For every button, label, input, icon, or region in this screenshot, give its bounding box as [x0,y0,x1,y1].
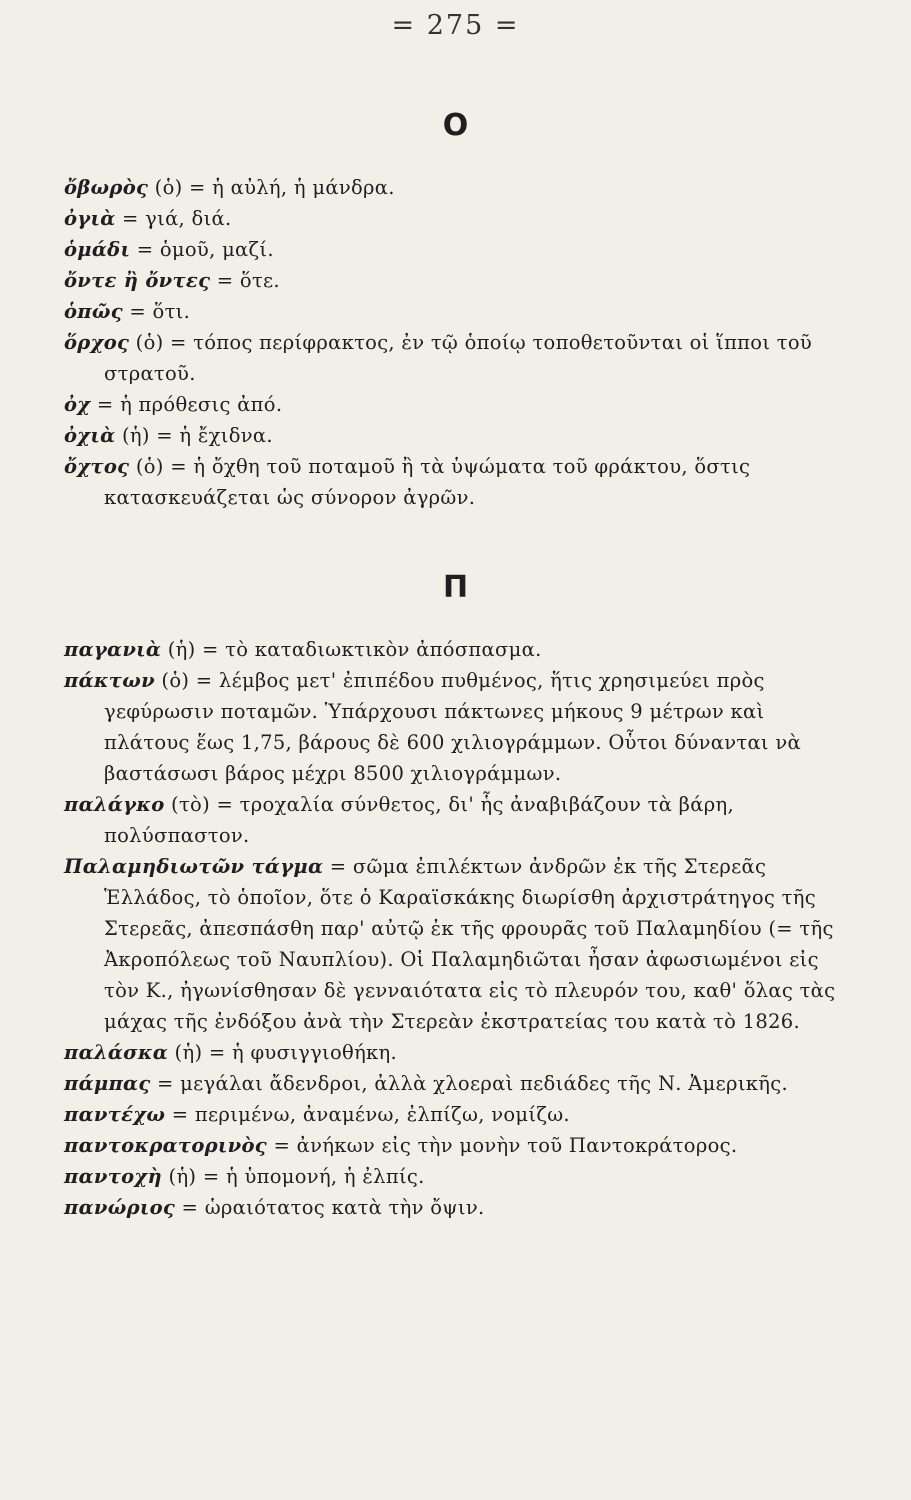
entry-headword: ὅρχος [64,331,130,354]
dictionary-entry [64,1130,836,1161]
entry-headword: ὄχτος [64,455,130,478]
section-letter-omicron: Ο [442,108,469,143]
entry-headword: παντέχω [64,1103,166,1126]
entry-definition: = ὅτι. [122,300,191,323]
entry-headword: ὀχ [64,393,91,416]
entry-headword: πανώριος [64,1196,176,1219]
dictionary-entry [64,634,836,665]
entry-definition: (ὁ) = τόπος περίφρακτος, ἐν τῷ ὁποίῳ τοποθετοῦνται οἱ ἵπποι τοῦ στρατοῦ. [104,331,813,385]
entry-headword: ὄντε ἢ ὄντες [64,269,211,292]
dictionary-entry [64,389,836,420]
section-pi-entries [64,634,836,1223]
entry-headword: παλάγκο [64,793,165,816]
dictionary-entry [64,1099,836,1130]
entry-definition: = ὅτε. [210,269,280,292]
dictionary-entry [64,172,836,203]
entry-definition: (ὁ) = ἡ αὐλή, ἡ μάνδρα. [148,176,395,199]
dictionary-entry [64,1037,836,1068]
entry-definition: = περιμένω, ἀναμένω, ἐλπίζω, νομίζω. [165,1103,570,1126]
dictionary-entry [64,296,836,327]
entry-definition: = ἀνήκων εἰς τὴν μονὴν τοῦ Παντοκράτορος. [266,1134,738,1157]
entry-definition: = μεγάλαι ἄδενδροι, ἀλλὰ χλοεραὶ πεδιάδες τῆς Ν. Ἀμερικῆς. [150,1072,788,1095]
entry-definition: = ὡραιότατος κατὰ τὴν ὄψιν. [175,1196,485,1219]
entry-headword: παλάσκα [64,1041,169,1064]
dictionary-entry [64,1161,836,1192]
page-number: = 275 = [391,10,520,41]
entry-headword: παντοκρατορινὸς [64,1134,267,1157]
entry-definition: (ἡ) = ἡ ἔχιδνα. [115,424,273,447]
entry-definition: (ἡ) = ἡ ὑπομονή, ἡ ἐλπίς. [162,1165,425,1188]
entry-definition: = ὁμοῦ, μαζί. [130,238,274,261]
dictionary-entry [64,1068,836,1099]
entry-headword: παγανιὰ [64,638,162,661]
dictionary-entry [64,665,836,789]
entry-definition: (τὸ) = τροχαλία σύνθετος, δι' ἧς ἀναβιβάζουν τὰ βάρη, πολύσπαστον. [104,793,734,847]
entry-headword: ὀγιὰ [64,207,116,230]
entry-headword: Παλαμηδιωτῶν τάγμα [64,855,324,878]
entry-headword: πάμπας [64,1072,151,1095]
dictionary-entry [64,789,836,851]
entry-definition: = ἡ πρόθεσις ἀπό. [90,393,283,416]
dictionary-entry [64,851,836,1037]
entry-definition: = γιά, διά. [115,207,232,230]
section-letter-pi: Π [442,570,469,605]
entry-headword: ὄβωρὸς [64,176,149,199]
entry-headword: ὁπῶς [64,300,123,323]
dictionary-entry [64,265,836,296]
entry-definition: (ὁ) = λέμβος μετ' ἐπιπέδου πυθμένος, ἥτις χρησιμεύει πρὸς γεφύρωσιν ποταμῶν. Ὑπάρχουσι πάκτωνες μήκους 9 μέτρων καὶ πλάτους ἕως 1,75, βάρους δὲ 600 χιλιογράμμων. Οὗτοι δύνανται νὰ βαστάσωσι βάρος μέχρι 8500 χιλιογράμμων. [104,669,801,785]
entry-headword: παντοχὴ [64,1165,163,1188]
entry-headword: ὀχιὰ [64,424,116,447]
entry-headword: πάκτων [64,669,155,692]
section-omicron-entries [64,172,836,513]
dictionary-entry [64,327,836,389]
entry-definition: (ἡ) = ἡ φυσιγγιοθήκη. [168,1041,398,1064]
dictionary-entry [64,420,836,451]
entry-headword: ὁμάδι [64,238,131,261]
entry-definition: (ἡ) = τὸ καταδιωκτικὸν ἀπόσπασμα. [161,638,542,661]
dictionary-entry [64,203,836,234]
dictionary-entry [64,234,836,265]
entry-definition: (ὁ) = ἡ ὄχθη τοῦ ποταμοῦ ἢ τὰ ὑψώματα τοῦ φράκτου, ὅστις κατασκευάζεται ὡς σύνορον ἀγρῶν. [104,455,751,509]
dictionary-entry [64,1192,836,1223]
dictionary-entry [64,451,836,513]
entry-definition: = σῶμα ἐπιλέκτων ἀνδρῶν ἐκ τῆς Στερεᾶς Ἑλλάδος, τὸ ὁποῖον, ὅτε ὁ Καραϊσκάκης διωρίσθη ἀρχιστράτηγος τῆς Στερεᾶς, ἀπεσπάσθη παρ' αὐτῷ ἐκ τῆς φρουρᾶς τοῦ Παλαμηδίου (= τῆς Ἀκροπόλεως τοῦ Ναυπλίου). Οἱ Παλαμηδιῶται ἦσαν ἀφωσιωμένοι εἰς τὸν Κ., ἠγωνίσθησαν δὲ γενναιότατα εἰς τὸ πλευρόν του, καθ' ὅλας τὰς μάχας τῆς ἐνδόξου ἀνὰ τὴν Στερεὰν ἐκστρατείας του κατὰ τὸ 1826. [104,855,836,1033]
